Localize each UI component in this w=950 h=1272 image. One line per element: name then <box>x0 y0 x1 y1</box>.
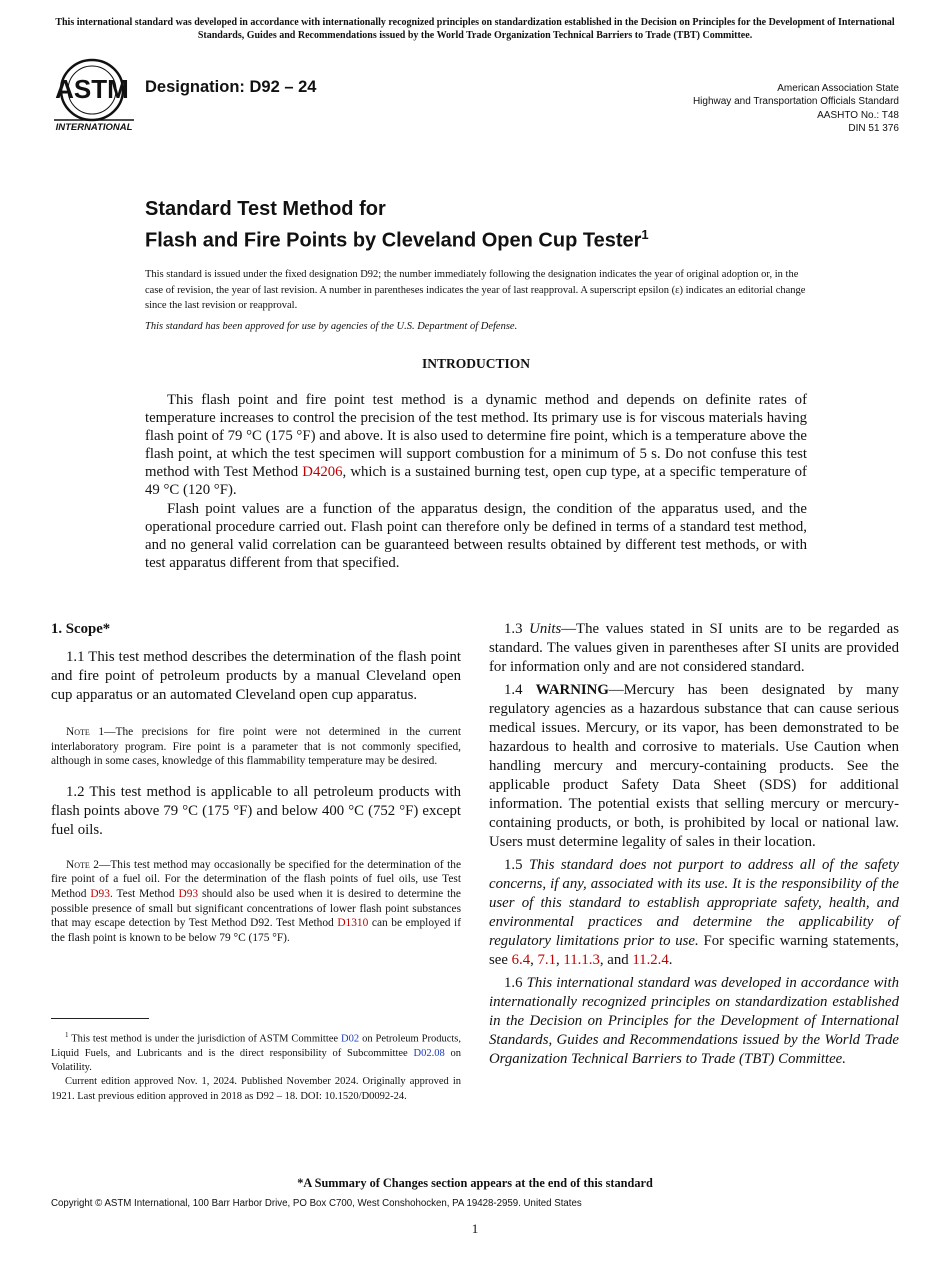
intro-heading: INTRODUCTION <box>421 356 530 371</box>
left-column <box>51 620 461 949</box>
footnote-rule <box>51 1018 149 1019</box>
ref-11-1-3[interactable]: 11.1.3 <box>563 952 600 968</box>
scope-heading: 1. Scope* <box>51 621 111 637</box>
link-d02-08[interactable]: D02.08 <box>413 1047 445 1059</box>
copyright: Copyright © ASTM International, 100 Barr Harbor Drive, PO Box C700, West Conshohocken, PA 19428-2959. United States <box>51 1198 582 1209</box>
title-line-1: Standard Test Method for <box>145 198 386 220</box>
aashto-line: American Association State <box>777 83 899 94</box>
section-1-1: 1.1 This test method describes the determination of the flash point and fire point of petroleum products by a manual Cleveland open cup apparatus or an automated Cleveland open cup apparatus. <box>51 649 461 703</box>
logo-text: INTERNATIONAL <box>55 122 133 132</box>
footnote-edition: Current edition approved Nov. 1, 2024. Published November 2024. Originally approved in 1921. Last previous edition approved in 2018 as D92 – 18. DOI: 10.1520/D0092-24. <box>51 1076 461 1102</box>
link-d1310[interactable]: D1310 <box>337 917 369 930</box>
section-1-4: 1.4 WARNING—Mercury has been designated by many regulatory agencies as a hazardous substance that can cause serious medical issues. Mercury, or its vapor, has been demonstrated to be hazardous to health and corrosive to materials. Use Caution when handling mercury and mercury-containing products. See the applicable product Safety Data Sheet (SDS) for additional information. The potential exists that selling mercury or mercury-containing products, or both, is prohibited by local or national law. Users must determine legality of sales in their location. <box>489 682 900 850</box>
svg-text:ASTM: ASTM <box>55 74 129 104</box>
footnote-1: $^1$ This test method is under the jurisdiction of ASTM Committee D02 on Petroleum Products, Liquid Fuels, and Lubricants and is the direct responsibility of Subcommittee D02.08 on Volatility. <box>51 1031 461 1074</box>
dod-note: This standard has been approved for use by agencies of the U.S. Department of Defense. <box>145 321 518 332</box>
aashto-line: AASHTO No.: T48 <box>817 109 899 121</box>
title-footnote-mark: 1 <box>641 227 649 242</box>
ref-6-4[interactable]: 6.4 <box>511 952 531 968</box>
note-2: Note 2—This test method may occasionally be specified for the determination of the fire point of a fuel oil. For the determination of the flash points of fuel oils, use Test Method D93. Test Method D93 should also be used when it is desired to determine the possible presence of small but significant concentrations of lower flash point substances that may escape detection by Test Method D92. Test Method D1310 can be employed if the flash point is known to be below 79 °C (175 °F). <box>51 858 461 944</box>
ref-11-2-4[interactable]: 11.2.4 <box>632 952 669 968</box>
link-d93[interactable]: D93 <box>178 887 199 900</box>
top-notice: This international standard was developed in accordance with internationally recognized principles on standardization established in the Decision on Principles for the Development of International Standards, Guides and Recommendations issued by the World Trade Organization Technical Barriers to Trade (TBT) Committee. <box>55 17 895 41</box>
footnotes <box>51 1028 461 1104</box>
intro-paragraph: This flash point and fire point test method is a dynamic method and depends on definite rates of temperature increases to control the precision of the test method. Its primary use is for viscous materials having flash point of 79 °C (175 °F) and above. It is also used to determine fire point, which is a temperature above the flash point, at which the test specimen will support combustion for a minimum of 5 s. Do not confuse this test method with Test Method D4206, which is a sustained burning test, open cup type, at a specific temperature of 49 °C (120 °F). <box>145 392 807 499</box>
title-line-2: Flash and Fire Points by Cleveland Open Cup Tester$^1$ <box>145 227 649 252</box>
link-d93[interactable]: D93 <box>90 887 110 900</box>
designation: Designation: D92 – 24 <box>145 78 317 96</box>
link-d4206[interactable]: D4206 <box>302 464 343 481</box>
section-1-6: 1.6 This international standard was developed in accordance with internationally recognized principles on standardization established in the Decision on Principles for the Development of International Standards, Guides and Recommendations issued by the World Trade Organization Technical Barriers to Trade (TBT) Committee. <box>489 975 899 1067</box>
intro-body <box>145 391 807 572</box>
page-number: 1 <box>471 1221 479 1236</box>
section-1-2: 1.2 This test method is applicable to all petroleum products with flash points above 79 °C (175 °F) and below 400 °C (752 °F) except fuel oils. <box>51 783 461 838</box>
astm-logo-icon <box>52 56 136 132</box>
astm-logo <box>52 56 136 132</box>
note-1: Note 1—The precisions for fire point were not determined in the current interlaboratory program. Fire point is a parameter that is not commonly specified, although in some cases, knowledge of this flammability temperature may be desired. <box>51 726 461 768</box>
issued-note: This standard is issued under the fixed designation D92; the number immediately following the designation indicates the year of original adoption or, in the case of revision, the year of last revision. A number in parentheses indicates the year of last reapproval. A superscript epsilon (ε) indicates an editorial change since the last revision or reapproval. <box>145 269 806 311</box>
intro-paragraph: Flash point values are a function of the apparatus design, the condition of the apparatus used, and the operational procedure carried out. Flash point can therefore only be defined in terms of a standard test method, and no general valid correlation can be guaranteed between results obtained by different test methods, or with test apparatus different from that specified. <box>145 500 807 571</box>
ref-7-1[interactable]: 7.1 <box>537 952 556 968</box>
section-1-3: 1.3 Units—The values stated in SI units are to be regarded as standard. The values given in parentheses after SI units are provided for information only and are not considered standard. <box>489 621 899 675</box>
document-title <box>145 197 649 254</box>
summary-of-changes-note: *A Summary of Changes section appears at the end of this standard <box>297 1176 653 1190</box>
right-column <box>489 620 899 1073</box>
section-1-5: 1.5 This standard does not purport to address all of the safety concerns, if any, associated with its use. It is the responsibility of the user of this standard to establish appropriate safety, health, and environmental practices and determine the applicability of regulatory limitations prior to use. For specific warning statements, see 6.4, 7.1, 11.1.3, and 11.2.4. <box>489 857 899 968</box>
link-d02[interactable]: D02 <box>341 1033 360 1045</box>
aashto-block <box>693 82 899 135</box>
aashto-line: Highway and Transportation Officials Standard <box>692 96 899 108</box>
aashto-line: DIN 51 376 <box>848 122 899 134</box>
